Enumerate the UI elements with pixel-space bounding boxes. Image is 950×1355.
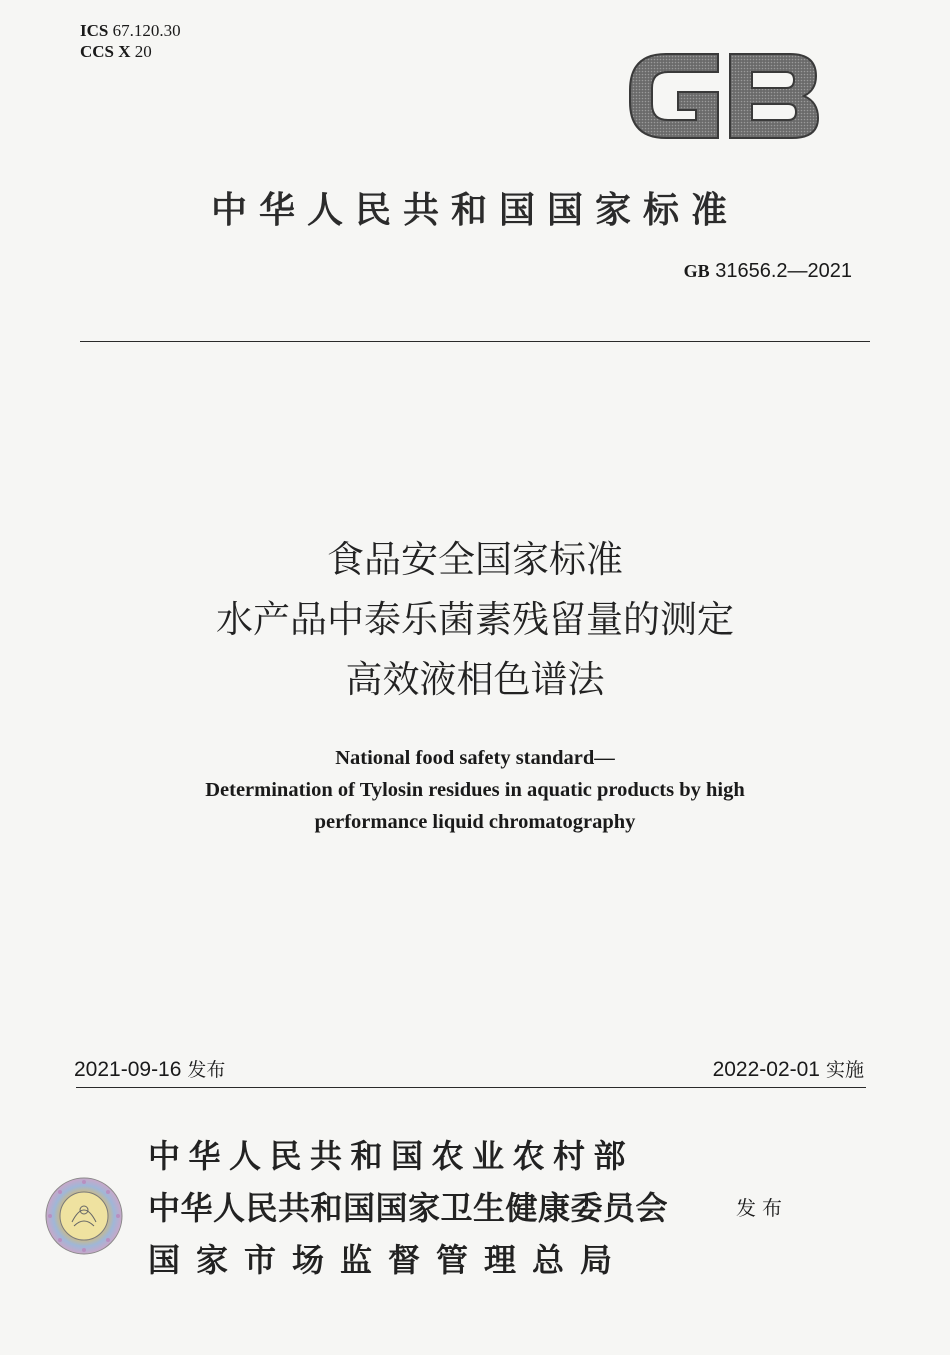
title-en-line: Determination of Tylosin residues in aquatic products by high xyxy=(205,779,745,801)
standard-type-title: 中华人民共和国国家标准 xyxy=(210,190,739,231)
emblem-seal-icon xyxy=(44,1176,124,1256)
ics-code: ICS 67.120.30 xyxy=(80,21,181,40)
title-chinese xyxy=(0,530,950,710)
issuer-name: 国家市场监督管理总局 xyxy=(148,1241,629,1279)
title-en-line: performance liquid chromatography xyxy=(314,811,636,833)
title-cn-line: 高效液相色谱法 xyxy=(345,658,605,701)
issuer-name: 中华人民共和国农业农村部 xyxy=(148,1137,635,1175)
title-english xyxy=(0,742,950,838)
issue-date: 2021-09-16 发布 xyxy=(74,1058,226,1081)
ccs-code: CCS X 20 xyxy=(80,42,152,61)
publish-label: 发布 xyxy=(736,1196,788,1220)
header-divider xyxy=(80,341,870,342)
issuer-name: 中华人民共和国国家卫生健康委员会 xyxy=(148,1189,669,1227)
title-en-line: National food safety standard— xyxy=(335,747,615,769)
gb-logo xyxy=(626,46,822,146)
title-cn-line: 水产品中泰乐菌素残留量的测定 xyxy=(216,598,734,641)
title-cn-line: 食品安全国家标准 xyxy=(327,538,623,581)
issuing-authorities xyxy=(148,1130,668,1286)
implementation-date: 2022-02-01 实施 xyxy=(712,1058,864,1081)
footer-divider xyxy=(76,1087,866,1088)
classification-codes xyxy=(80,20,181,62)
standard-number: GB 31656.2—2021 xyxy=(683,260,852,282)
